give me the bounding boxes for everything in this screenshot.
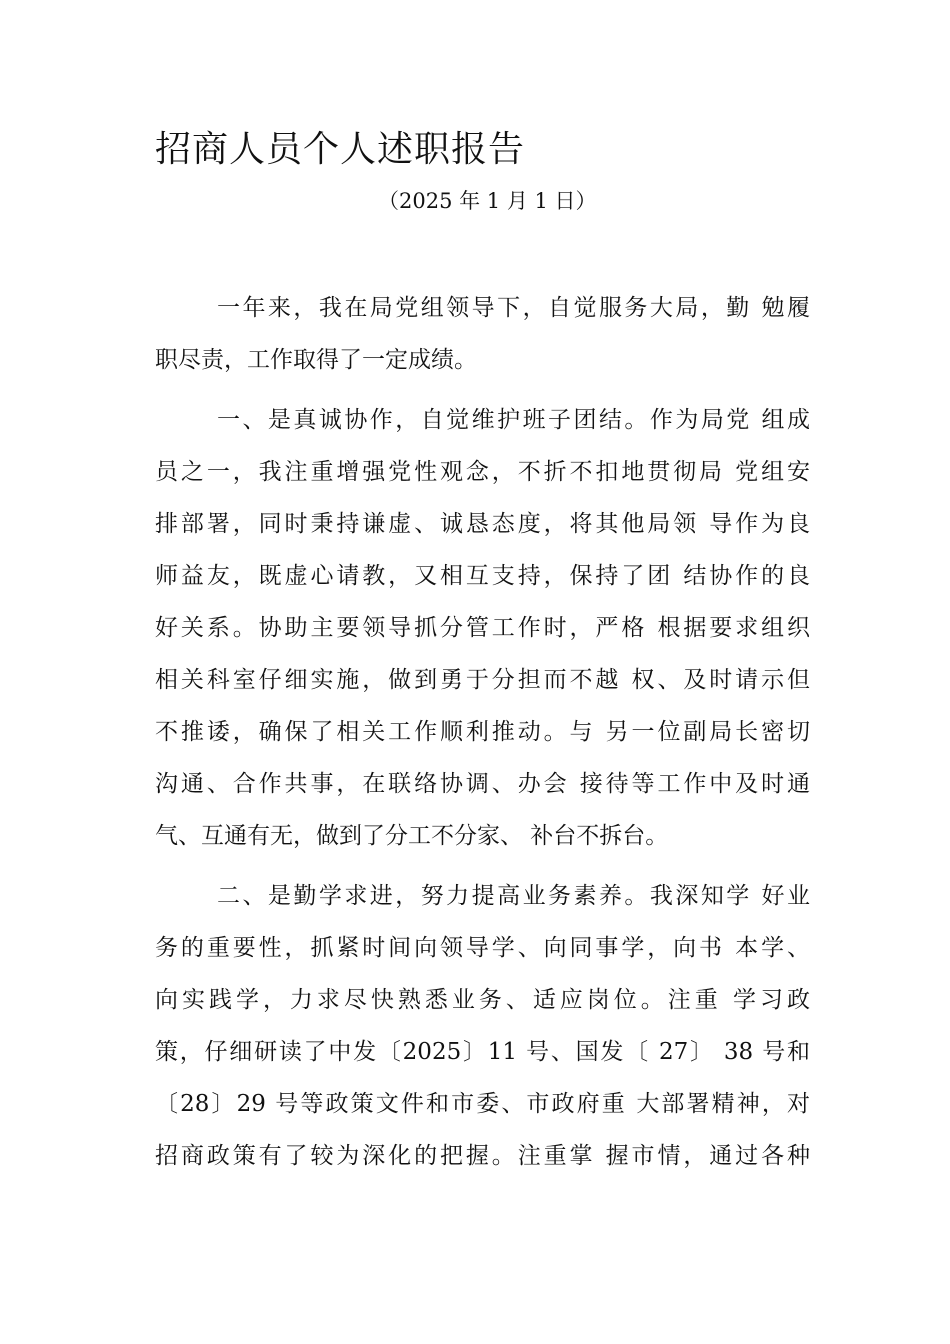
paragraph-line: 一年来，我在局党组领导下，自觉服务大局，勤 勉履 [217, 295, 810, 321]
paragraph-line: 招商政策有了较为深化的把握。注重掌 握市情，通过各种 [155, 1143, 810, 1169]
paragraph-line: 务的重要性，抓紧时间向领导学、向同事学，向书 本学、 [155, 935, 810, 961]
paragraph-line: 向实践学，力求尽快熟悉业务、适应岗位。注重 学习政 [155, 987, 810, 1013]
paragraph-line: 气、互通有无，做到了分工不分家、 补台不拆台。 [155, 823, 669, 849]
document-title: 招商人员个人述职报告 [155, 129, 526, 170]
paragraph-line: 员之一，我注重增强党性观念，不折不扣地贯彻局 党组安 [155, 459, 810, 485]
paragraph-line: 职尽责，工作取得了一定成绩。 [155, 347, 477, 373]
document-date: （2025 年 1 月 1 日） [378, 189, 597, 213]
paragraph-line: 二、是勤学求进，努力提高业务素养。我深知学 好业 [217, 883, 810, 909]
paragraph-line: 不推诿，确保了相关工作顺利推动。与 另一位副局长密切 [155, 719, 810, 745]
paragraph-line: 一、是真诚协作，自觉维护班子团结。作为局党 组成 [217, 407, 810, 433]
paragraph-line: 相关科室仔细实施，做到勇于分担而不越 权、及时请示但 [155, 667, 810, 693]
paragraph-line: 策，仔细研读了中发〔2025〕11 号、国发〔 27〕 38 号和 [155, 1039, 810, 1065]
paragraph-line: 好关系。协助主要领导抓分管工作时，严格 根据要求组织 [155, 615, 810, 641]
paragraph-line: 排部署，同时秉持谦虚、诚恳态度，将其他局领 导作为良 [155, 511, 810, 537]
paragraph-line: 〔28〕29 号等政策文件和市委、市政府重 大部署精神，对 [155, 1091, 810, 1117]
paragraph-line: 师益友，既虚心请教，又相互支持，保持了团 结协作的良 [155, 563, 810, 589]
paragraph-line: 沟通、合作共事，在联络协调、办会 接待等工作中及时通 [155, 771, 810, 797]
